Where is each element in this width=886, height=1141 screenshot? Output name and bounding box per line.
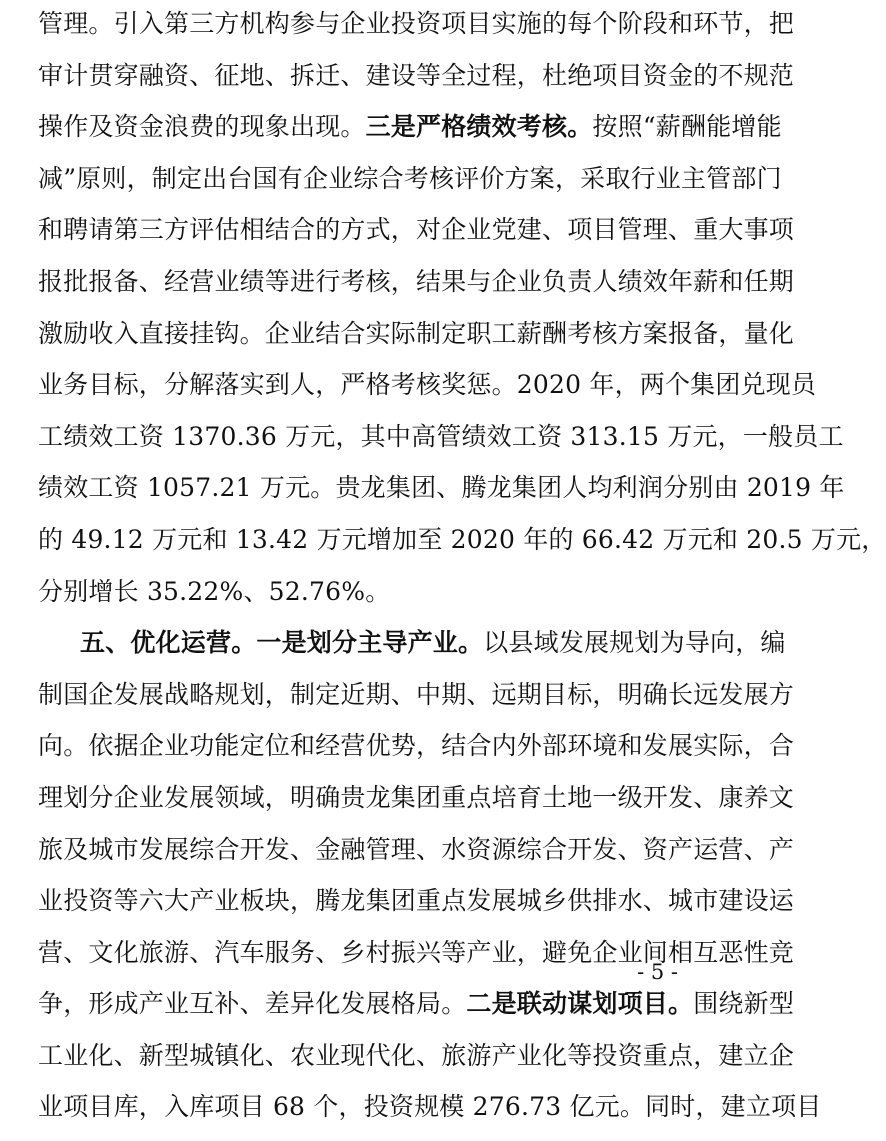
text-line	[38, 316, 795, 368]
text-span: 业项目库，入库项目 68 个，投资规模 276.73 亿元。同时，建立项目	[38, 1092, 822, 1122]
document-body	[38, 6, 886, 1141]
text-line	[38, 883, 795, 935]
text-line	[38, 58, 795, 110]
text-span: 工业化、新型城镇化、农业现代化、旅游产业化等投资重点，建立企	[38, 1040, 795, 1070]
text-line	[38, 832, 795, 884]
text-span: 激励收入直接挂钩。企业结合实际制定职工薪酬考核方案报备，量化	[38, 318, 795, 348]
text-span: 按照	[592, 112, 643, 142]
text-span: 营、文化旅游、汽车服务、乡村振兴等产业，避免企业间相互恶性竞	[38, 937, 795, 967]
text-line	[38, 625, 786, 677]
inline-heading-performance: 三是严格绩效考核。	[365, 112, 593, 142]
text-span: 和聘请第三方评估相结合的方式，对企业党建、项目管理、重大事项	[38, 215, 795, 245]
text-line	[38, 161, 782, 213]
text-span: 业投资等六大产业板块，腾龙集团重点发展城乡供排水、城市建设运	[38, 886, 795, 916]
page-number: - 5 -	[637, 960, 678, 984]
text-span: 以县域发展规划为导向，编	[483, 628, 786, 658]
inline-heading-projects: 二是联动谋划项目。	[466, 989, 694, 1019]
text-line	[38, 522, 886, 574]
text-line	[38, 419, 844, 471]
text-span: 操作及资金浪费的现象出现。	[38, 112, 366, 142]
text-line	[38, 986, 795, 1038]
text-line	[38, 780, 795, 832]
text-span: 管理。引入第三方机构参与企业投资项目实施的每个阶段和环节，把	[38, 9, 795, 38]
text-span: 减”原则，制定出台国有企业综合考核评价方案，采取行业主管部门	[38, 163, 782, 193]
section-heading: 五、优化运营。	[80, 628, 257, 658]
text-span: 向。依据企业功能定位和经营优势，结合内外部环境和发展实际，合	[38, 731, 795, 761]
text-span: 分别增长 35.22%、52.76%。	[38, 576, 391, 606]
text-line	[38, 212, 795, 264]
inline-heading-industry: 一是划分主导产业。	[256, 628, 484, 658]
text-span: 的 49.12 万元和 13.42 万元增加至 2020 年的 66.42 万元和 20.5 万元，	[38, 524, 886, 554]
text-span: 围绕新型	[693, 989, 795, 1019]
text-span: 争，形成产业互补、差异化发展格局。	[38, 989, 467, 1019]
text-line	[38, 470, 845, 522]
text-line	[38, 264, 795, 316]
text-span: 理划分企业发展领域，明确贵龙集团重点培育土地一级开发、康养文	[38, 782, 795, 812]
text-span: “薪酬能增能	[642, 112, 782, 142]
text-line	[38, 677, 795, 729]
text-line	[38, 109, 782, 161]
text-line	[38, 367, 817, 419]
text-span: 工绩效工资 1370.36 万元，其中高管绩效工资 313.15 万元，一般员工	[38, 421, 844, 451]
text-line	[38, 728, 795, 780]
text-line	[38, 1038, 795, 1090]
text-span: 审计贯穿融资、征地、拆迁、建设等全过程，杜绝项目资金的不规范	[38, 60, 795, 90]
text-line	[38, 574, 698, 626]
text-span: 业务目标，分解落实到人，严格考核奖惩。2020 年，两个集团兑现员	[38, 370, 817, 400]
text-line	[38, 6, 795, 58]
text-span: 绩效工资 1057.21 万元。贵龙集团、腾龙集团人均利润分别由 2019 年	[38, 473, 845, 503]
text-span: 旅及城市发展综合开发、金融管理、水资源综合开发、资产运营、产	[38, 834, 795, 864]
text-span: 报批报备、经营业绩等进行考核，结果与企业负责人绩效年薪和任期	[38, 266, 795, 296]
text-line	[38, 935, 795, 987]
text-span: 制国企发展战略规划，制定近期、中期、远期目标，明确长远发展方	[38, 679, 795, 709]
text-line	[38, 1089, 822, 1141]
